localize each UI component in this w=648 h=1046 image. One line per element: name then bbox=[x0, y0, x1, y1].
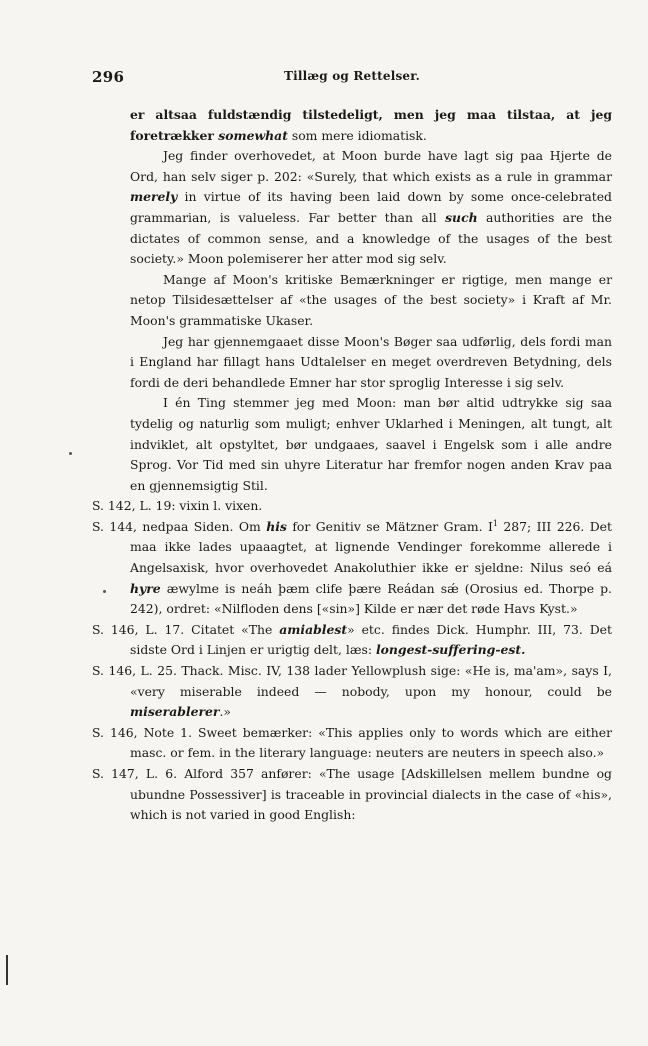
text-run: authorities are the dictates of common sense, and a knowledge of the usages of the best society.» Moon polemiserer her atter mod sig selv. bbox=[130, 209, 612, 267]
correction-entry bbox=[92, 723, 612, 764]
page-body bbox=[92, 105, 612, 826]
text-run: S. 147, L. 6. Alford 357 anfører: «The usage [Adskillelsen mellem bundne og ubundne Possessiver] is traceable in provincial dialects in the case of «his», which is not varied in good English: bbox=[92, 766, 612, 823]
text-run: som mere idiomatisk. bbox=[287, 127, 427, 143]
text-run: S. 142, L. 19: vixin l. vixen. bbox=[92, 498, 263, 514]
margin-speck bbox=[103, 590, 106, 593]
italic-term: hyre bbox=[130, 580, 161, 596]
italic-term: miserablerer bbox=[130, 704, 220, 720]
page-number: 296 bbox=[92, 68, 125, 86]
italic-term: such bbox=[445, 209, 478, 225]
italic-term: somewhat bbox=[218, 127, 288, 143]
text-run: in virtue of its having been laid down by some once-celebrated grammarian, is valueless. Far better than all bbox=[130, 189, 612, 225]
text-run: 287; III 226. Det maa ikke lades upaaagtet, at lignende Vendinger forekomme allerede i Angelsaxisk, hvor overhovedet Anakoluthier ikke er sjeldne: Nilus seó eá bbox=[130, 518, 612, 576]
text-run: S. 146, L. 25. Thack. Misc. IV, 138 lader Yellowplush sige: «He is, ma'am», says I, «very miserable indeed — nobody, upon my honour, could be bbox=[92, 663, 612, 699]
text-run: S. 146, Note 1. Sweet bemærker: «This applies only to words which are either masc. or fem. in the literary language: neuters are neuters in speech also.» bbox=[92, 724, 612, 761]
correction-entry bbox=[92, 517, 612, 620]
page-header bbox=[92, 68, 612, 90]
paragraph-moon-grammar-quote bbox=[92, 146, 612, 270]
paragraph-clear-style bbox=[92, 393, 612, 496]
paragraph-moon-remarks bbox=[92, 270, 612, 332]
text-run: er altsaa fuldstændig tilstedeligt, men jeg maa tilstaa, at jeg foretrækker bbox=[130, 107, 612, 143]
text-run: S. 146, L. 17. Citatet «The bbox=[92, 621, 280, 637]
italic-term: merely bbox=[130, 189, 178, 205]
correction-entry bbox=[92, 496, 612, 517]
text-run: Mange af Moon's kritiske Bemærkninger er rigtige, men mange er netop Tilsidesættelser af «the usages of the best society» i Kraft af Mr. Moon's grammatiske Ukaser. bbox=[130, 271, 612, 328]
running-head: Tillæg og Rettelser. bbox=[283, 69, 421, 83]
text-run: S. 144, nedpaa Siden. Om bbox=[92, 518, 267, 534]
paragraph-moon-books bbox=[92, 332, 612, 394]
correction-entry bbox=[92, 764, 612, 826]
italic-term: his bbox=[266, 518, 287, 534]
correction-entry bbox=[92, 620, 612, 661]
page-edge-mark bbox=[6, 955, 8, 985]
margin-speck bbox=[69, 452, 72, 455]
text-run: .» bbox=[219, 704, 231, 720]
text-run: Jeg finder overhovedet, at Moon burde have lagt sig paa Hjerte de Ord, han selv siger p. 202: «Surely, that which exists as a rule in grammar bbox=[130, 148, 612, 184]
text-run: Jeg har gjennemgaaet disse Moon's Bøger saa udførlig, dels fordi man i England har fillagt hans Udtalelser en meget overdreven Betydning, dels fordi de deri behandlede Emner har stor sproglig Interesse i sig selv. bbox=[130, 333, 612, 390]
text-run: » etc. findes Dick. Humphr. III, 73. Det sidste Ord i Linjen er urigtig delt, læs: bbox=[130, 621, 612, 658]
paragraph-continuation bbox=[92, 105, 612, 146]
superscript: 1 bbox=[492, 518, 498, 528]
correction-entry bbox=[92, 661, 612, 723]
italic-term: longest-suffering-est. bbox=[375, 642, 526, 658]
italic-term: amiablest bbox=[279, 621, 348, 637]
text-run: æwylme is neáh þæm clife þære Reádan sǽ (Orosius ed. Thorpe p. 242), ordret: «Nilfloden dens [«sin»] Kilde er nær det røde Havs Kyst.» bbox=[130, 580, 612, 617]
text-run: I én Ting stemmer jeg med Moon: man bør altid udtrykke sig saa tydelig og naturlig som muligt; enhver Uklarhed i Meningen, alt tungt, alt indviklet, alt opstyltet, bør undgaaes, saavel i Engelsk som i alle andre Sprog. Vor Tid med sin uhyre Literatur har fremfor nogen anden Krav paa en gjennemsigtig Stil. bbox=[130, 395, 612, 493]
text-run: for Genitiv se Mätzner Gram. I bbox=[286, 518, 493, 534]
